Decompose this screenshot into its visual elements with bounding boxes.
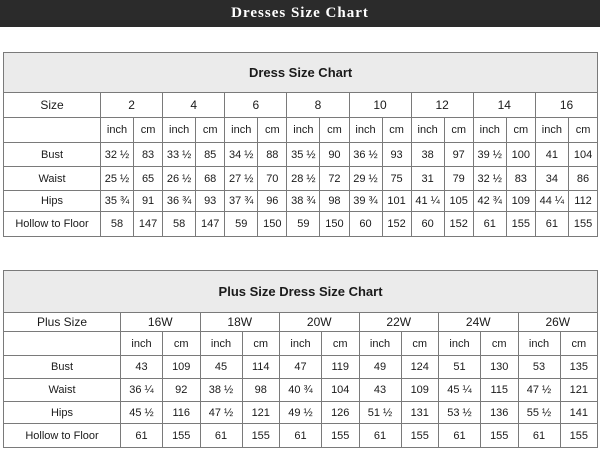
measure-value: 109 — [401, 379, 439, 402]
measure-value: 32 ½ — [473, 167, 506, 191]
measure-value: 35 ¾ — [101, 191, 134, 212]
measure-value: 152 — [444, 212, 473, 237]
measure-value: 93 — [382, 143, 411, 167]
measure-value: 61 — [200, 424, 242, 448]
measure-value: 45 ¼ — [439, 379, 481, 402]
measure-value: 25 ½ — [101, 167, 134, 191]
size-header: 22W — [359, 313, 439, 332]
measure-value: 104 — [568, 143, 597, 167]
measure-value: 75 — [382, 167, 411, 191]
measure-value: 55 ½ — [518, 402, 560, 424]
measure-value: 83 — [134, 143, 163, 167]
measure-value: 58 — [101, 212, 134, 237]
table-title: Plus Size Dress Size Chart — [4, 271, 598, 313]
measure-value: 61 — [359, 424, 401, 448]
measure-value: 150 — [320, 212, 349, 237]
unit-inch: inch — [280, 332, 322, 356]
unit-cm: cm — [196, 118, 225, 143]
unit-cm: cm — [481, 332, 519, 356]
measure-value: 155 — [242, 424, 280, 448]
size-header-row — [4, 93, 598, 118]
measure-value: 34 ½ — [225, 143, 258, 167]
measure-value: 36 ¼ — [121, 379, 163, 402]
measure-label: Hollow to Floor — [4, 424, 121, 448]
unit-inch: inch — [359, 332, 401, 356]
measure-value: 51 ½ — [359, 402, 401, 424]
measure-value: 155 — [401, 424, 439, 448]
measure-label: Hips — [4, 191, 101, 212]
measure-value: 98 — [242, 379, 280, 402]
plus-size-table — [3, 270, 598, 448]
measure-value: 43 — [359, 379, 401, 402]
table-row — [4, 167, 598, 191]
measure-value: 98 — [320, 191, 349, 212]
measure-value: 93 — [196, 191, 225, 212]
size-header: 18W — [200, 313, 280, 332]
measure-value: 114 — [242, 356, 280, 379]
measure-value: 121 — [560, 379, 598, 402]
measure-value: 59 — [225, 212, 258, 237]
measure-value: 131 — [401, 402, 439, 424]
measure-value: 86 — [568, 167, 597, 191]
unit-cm: cm — [401, 332, 439, 356]
chart-banner — [0, 0, 600, 27]
measure-value: 49 ½ — [280, 402, 322, 424]
unit-cm: cm — [444, 118, 473, 143]
measure-value: 59 — [287, 212, 320, 237]
measure-value: 68 — [196, 167, 225, 191]
size-header: 12 — [411, 93, 473, 118]
unit-cm: cm — [320, 118, 349, 143]
measure-value: 38 ¾ — [287, 191, 320, 212]
measure-value: 79 — [444, 167, 473, 191]
unit-cm: cm — [568, 118, 597, 143]
measure-value: 35 ½ — [287, 143, 320, 167]
measure-value: 126 — [322, 402, 360, 424]
measure-value: 61 — [535, 212, 568, 237]
measure-value: 34 — [535, 167, 568, 191]
measure-value: 29 ½ — [349, 167, 382, 191]
measure-value: 104 — [322, 379, 360, 402]
table-title-row — [4, 271, 598, 313]
measure-value: 44 ¼ — [535, 191, 568, 212]
measure-value: 136 — [481, 402, 519, 424]
measure-value: 39 ½ — [473, 143, 506, 167]
measure-label: Waist — [4, 167, 101, 191]
table-row — [4, 143, 598, 167]
size-header: 26W — [518, 313, 598, 332]
measure-value: 90 — [320, 143, 349, 167]
measure-value: 88 — [258, 143, 287, 167]
measure-value: 31 — [411, 167, 444, 191]
measure-value: 37 ¾ — [225, 191, 258, 212]
measure-value: 105 — [444, 191, 473, 212]
measure-value: 28 ½ — [287, 167, 320, 191]
unit-inch: inch — [535, 118, 568, 143]
measure-value: 58 — [163, 212, 196, 237]
measure-value: 40 ¾ — [280, 379, 322, 402]
measure-value: 61 — [280, 424, 322, 448]
unit-cm: cm — [322, 332, 360, 356]
measure-label: Hollow to Floor — [4, 212, 101, 237]
measure-value: 70 — [258, 167, 287, 191]
size-header: 16 — [535, 93, 597, 118]
unit-inch: inch — [518, 332, 560, 356]
unit-inch: inch — [411, 118, 444, 143]
measure-label: Hips — [4, 402, 121, 424]
measure-value: 32 ½ — [101, 143, 134, 167]
measure-value: 147 — [196, 212, 225, 237]
measure-value: 101 — [382, 191, 411, 212]
measure-value: 109 — [163, 356, 201, 379]
measure-value: 51 — [439, 356, 481, 379]
measure-value: 53 — [518, 356, 560, 379]
measure-value: 42 ¾ — [473, 191, 506, 212]
measure-value: 47 ½ — [518, 379, 560, 402]
unit-cm: cm — [134, 118, 163, 143]
table-title: Dress Size Chart — [4, 53, 598, 93]
measure-value: 41 ¼ — [411, 191, 444, 212]
table-row — [4, 424, 598, 448]
measure-value: 147 — [134, 212, 163, 237]
measure-value: 124 — [401, 356, 439, 379]
measure-value: 155 — [163, 424, 201, 448]
size-label: Plus Size — [4, 313, 121, 332]
table-title-row — [4, 53, 598, 93]
unit-spacer — [4, 118, 101, 143]
measure-value: 141 — [560, 402, 598, 424]
measure-value: 155 — [322, 424, 360, 448]
measure-value: 61 — [473, 212, 506, 237]
measure-value: 65 — [134, 167, 163, 191]
size-label: Size — [4, 93, 101, 118]
banner-title: Dresses Size Chart — [231, 5, 369, 21]
size-header: 2 — [101, 93, 163, 118]
measure-value: 38 ½ — [200, 379, 242, 402]
measure-value: 61 — [121, 424, 163, 448]
measure-value: 33 ½ — [163, 143, 196, 167]
size-header: 24W — [439, 313, 519, 332]
measure-value: 97 — [444, 143, 473, 167]
measure-value: 116 — [163, 402, 201, 424]
measure-value: 72 — [320, 167, 349, 191]
unit-cm: cm — [242, 332, 280, 356]
size-header: 4 — [163, 93, 225, 118]
measure-value: 100 — [506, 143, 535, 167]
measure-value: 155 — [568, 212, 597, 237]
unit-inch: inch — [349, 118, 382, 143]
measure-value: 36 ½ — [349, 143, 382, 167]
measure-value: 45 — [200, 356, 242, 379]
size-header: 20W — [280, 313, 360, 332]
measure-label: Bust — [4, 356, 121, 379]
table-row — [4, 356, 598, 379]
measure-value: 27 ½ — [225, 167, 258, 191]
measure-label: Bust — [4, 143, 101, 167]
measure-value: 41 — [535, 143, 568, 167]
measure-value: 47 ½ — [200, 402, 242, 424]
measure-value: 49 — [359, 356, 401, 379]
measure-value: 135 — [560, 356, 598, 379]
unit-inch: inch — [101, 118, 134, 143]
measure-value: 155 — [481, 424, 519, 448]
size-header: 14 — [473, 93, 535, 118]
measure-value: 43 — [121, 356, 163, 379]
measure-value: 26 ½ — [163, 167, 196, 191]
measure-value: 61 — [439, 424, 481, 448]
size-header: 10 — [349, 93, 411, 118]
measure-value: 60 — [411, 212, 444, 237]
measure-value: 60 — [349, 212, 382, 237]
measure-value: 152 — [382, 212, 411, 237]
measure-value: 83 — [506, 167, 535, 191]
measure-value: 53 ½ — [439, 402, 481, 424]
measure-value: 130 — [481, 356, 519, 379]
measure-value: 38 — [411, 143, 444, 167]
measure-value: 121 — [242, 402, 280, 424]
size-header: 6 — [225, 93, 287, 118]
unit-header-row — [4, 118, 598, 143]
measure-value: 155 — [560, 424, 598, 448]
unit-spacer — [4, 332, 121, 356]
unit-inch: inch — [225, 118, 258, 143]
table-row — [4, 191, 598, 212]
measure-value: 115 — [481, 379, 519, 402]
table-row — [4, 402, 598, 424]
measure-value: 91 — [134, 191, 163, 212]
unit-cm: cm — [258, 118, 287, 143]
measure-value: 155 — [506, 212, 535, 237]
measure-value: 39 ¾ — [349, 191, 382, 212]
size-header-row — [4, 313, 598, 332]
size-header: 8 — [287, 93, 349, 118]
measure-value: 96 — [258, 191, 287, 212]
measure-value: 92 — [163, 379, 201, 402]
table-row — [4, 212, 598, 237]
measure-value: 150 — [258, 212, 287, 237]
measure-value: 36 ¾ — [163, 191, 196, 212]
unit-cm: cm — [382, 118, 411, 143]
unit-inch: inch — [287, 118, 320, 143]
unit-header-row — [4, 332, 598, 356]
table-row — [4, 379, 598, 402]
unit-inch: inch — [121, 332, 163, 356]
measure-value: 85 — [196, 143, 225, 167]
measure-value: 112 — [568, 191, 597, 212]
unit-inch: inch — [200, 332, 242, 356]
dress-size-table — [3, 52, 598, 237]
unit-inch: inch — [163, 118, 196, 143]
measure-value: 109 — [506, 191, 535, 212]
unit-inch: inch — [439, 332, 481, 356]
unit-cm: cm — [560, 332, 598, 356]
unit-cm: cm — [506, 118, 535, 143]
measure-value: 61 — [518, 424, 560, 448]
measure-value: 47 — [280, 356, 322, 379]
unit-inch: inch — [473, 118, 506, 143]
measure-label: Waist — [4, 379, 121, 402]
unit-cm: cm — [163, 332, 201, 356]
measure-value: 119 — [322, 356, 360, 379]
size-header: 16W — [121, 313, 201, 332]
measure-value: 45 ½ — [121, 402, 163, 424]
